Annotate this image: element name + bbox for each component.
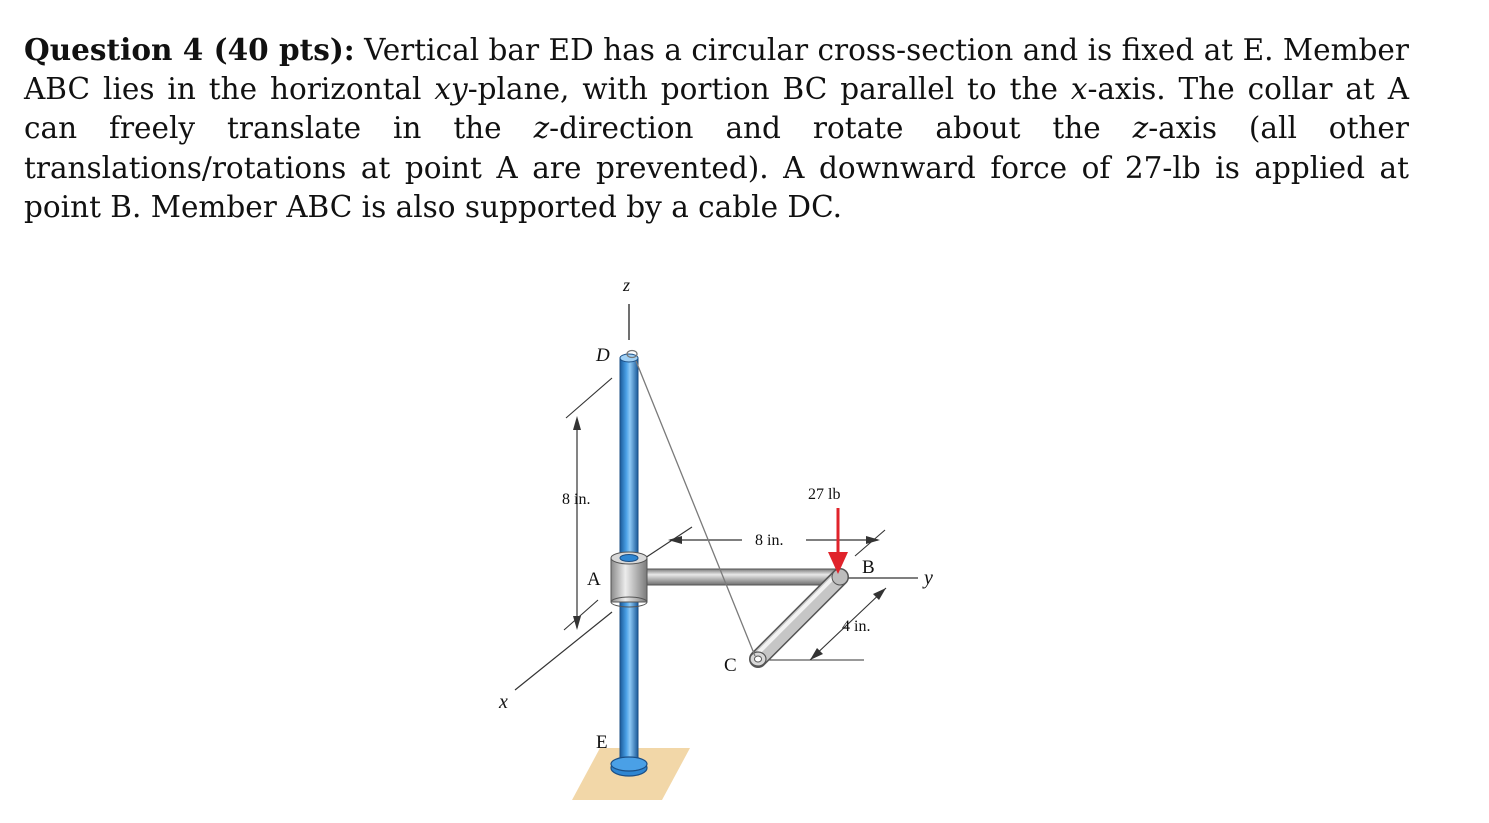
extension-line [566, 378, 612, 418]
dim-arrowhead [573, 616, 581, 630]
point-label-d: D [596, 345, 610, 366]
dim-arrowhead [668, 536, 682, 544]
point-label-e: E [596, 732, 608, 753]
member-bc-highlight [754, 575, 836, 657]
question-heading: Question 4 (40 pts): [24, 32, 355, 67]
question-text-part: Vertical bar ED has a circular cross-section and is fixed at E. Member ABC lies in the horizontal [24, 33, 1409, 107]
member-ab [636, 569, 838, 585]
end-c-hole [755, 656, 762, 662]
extension-line [564, 600, 598, 630]
extension-line [855, 530, 885, 556]
axis-label-x: x [499, 691, 508, 713]
member-bc [758, 577, 840, 659]
force-label: 27 lb [808, 486, 841, 503]
bar-top-end [620, 354, 638, 362]
dim-label-vertical: 8 in. [562, 491, 591, 508]
bar-through-collar [620, 555, 638, 562]
extension-line [642, 527, 692, 560]
math-xy: xy [434, 72, 468, 107]
question-text-part: -axis. The collar at A can freely translate in the [24, 72, 1410, 146]
axis-label-z: z [623, 275, 631, 295]
math-x: x [1070, 72, 1088, 107]
dim-label-horizontal: 8 in. [755, 532, 784, 549]
point-label-b: B [862, 557, 875, 578]
collar-a [611, 558, 647, 602]
question-text-part: -plane, with portion BC parallel to the [467, 72, 1071, 107]
joint-b [832, 569, 848, 585]
x-axis-line [515, 612, 612, 690]
dim-arrowhead [573, 416, 581, 430]
math-z: z [533, 111, 550, 146]
point-label-c: C [724, 655, 737, 676]
dim-label-bc: 4 in. [842, 618, 871, 635]
question-text-part: -axis (all other translations/rotations at point A are prevented). A downward force of 27-lb is applied at point B. Member ABC is also supported by a cable DC. [24, 111, 1409, 224]
question-text-part: -direction and rotate about the [549, 111, 1133, 146]
base-flange-top [611, 757, 647, 771]
cable-dc [636, 361, 755, 656]
axis-label-y: y [924, 567, 933, 589]
point-label-a: A [587, 569, 601, 590]
math-z: z [1132, 111, 1149, 146]
